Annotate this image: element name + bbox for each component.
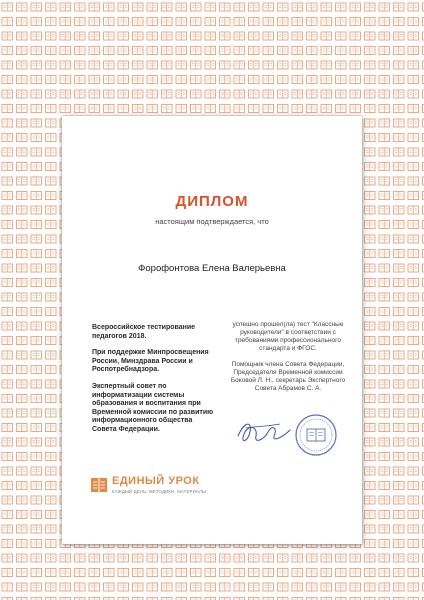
organizer-info: [92, 324, 218, 443]
council-info: Экспертный совет по информатизации системы образования и воспитания при Временной комиссии по развитию информационного общества Совета Федерации.: [92, 382, 214, 433]
event-title: Всероссийское тестирование педагогов 2018.: [92, 324, 196, 340]
diploma-title: ДИПЛОМ: [175, 193, 249, 210]
signatory-info: Помощник члена Совета Федерации, Председателя Временной комиссии Боковой Л. Н., секретарь Экспертного Совета Абрамов С. А.: [230, 361, 346, 392]
signature: [234, 414, 294, 450]
certification-info: [228, 321, 348, 401]
diploma-subtitle: настоящим подтверждается, что: [155, 217, 269, 226]
seal-stamp: [294, 413, 338, 457]
recipient-name: Форофонтова Елена Валерьевна: [138, 263, 286, 274]
diploma-sheet: [62, 116, 362, 544]
logo-name: ЕДИНЫЙ УРОК: [112, 475, 200, 487]
book-icon: [90, 476, 108, 494]
logo: [90, 474, 220, 498]
logo-tagline: КАЖДЫЙ ДЕНЬ, МЕТОДИКИ, МАТЕРИАЛЫ: [112, 489, 207, 494]
test-result: успешно прошел(ла) тест "Классные руководители" в соответствии с требованиями профессионального стандарта и ФГОС.: [232, 321, 344, 352]
support-info: При поддержке Минпросвещения России, Минздрава России и Роспотребнадзора.: [92, 349, 209, 374]
